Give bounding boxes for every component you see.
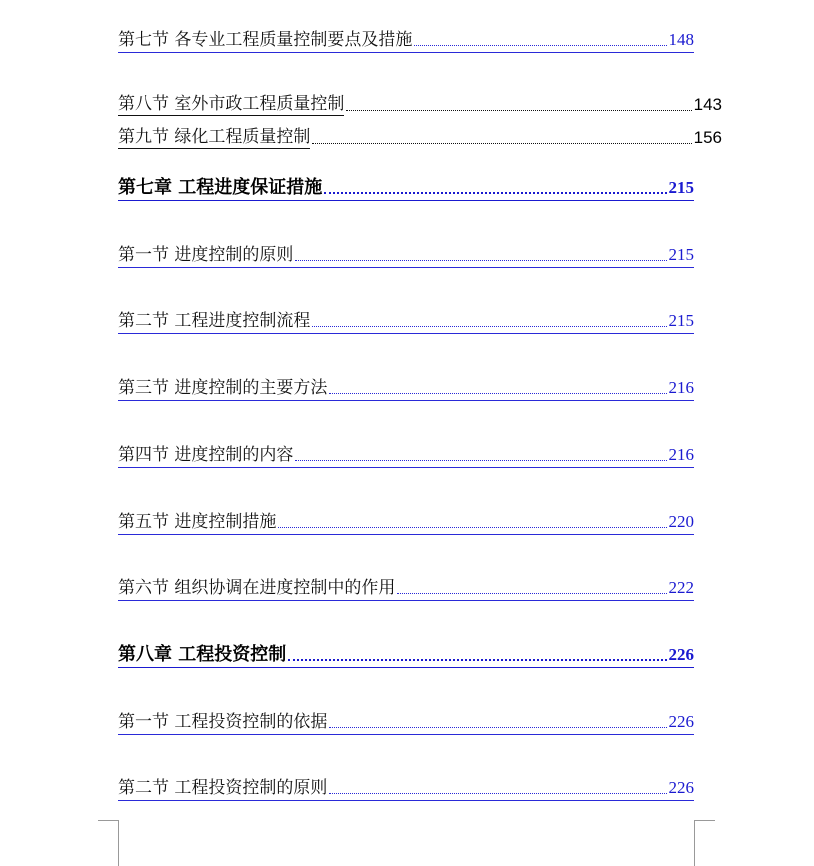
toc-entry-section-7-7[interactable]	[118, 29, 694, 51]
toc-entry-section-8-2[interactable]	[118, 777, 694, 799]
toc-entry-title: 第三节 进度控制的主要方法	[118, 378, 328, 398]
toc-leader-dots	[329, 393, 666, 394]
toc-entry-title: 第二节 工程进度控制流程	[118, 311, 311, 331]
toc-entry-section-7-5[interactable]	[118, 511, 694, 533]
toc-leader-dots	[414, 45, 666, 46]
toc-page-number: 148	[668, 30, 694, 49]
toc-entry-title: 第九节 绿化工程质量控制	[118, 127, 311, 147]
toc-entry-title: 第一节 进度控制的原则	[118, 245, 294, 265]
toc-leader-dots	[295, 460, 666, 461]
toc-page-number: 226	[668, 645, 694, 664]
toc-page-number: 216	[668, 445, 694, 464]
toc-page-number: 156	[693, 128, 722, 147]
toc-entry-section-7-4[interactable]	[118, 444, 694, 466]
toc-entry-section-7-3[interactable]	[118, 377, 694, 399]
toc-entry-title: 第五节 进度控制措施	[118, 512, 277, 532]
toc-page-number: 222	[668, 578, 694, 597]
toc-page-number: 143	[693, 95, 722, 114]
toc-page-number: 216	[668, 378, 694, 397]
toc-leader-dots	[295, 260, 666, 261]
toc-entry-section-7-8[interactable]	[118, 93, 722, 116]
toc-leader-dots	[346, 110, 691, 111]
toc-entry-chapter-7[interactable]	[118, 177, 694, 199]
toc-entry-chapter-8[interactable]	[118, 644, 694, 666]
toc-leader-dots	[329, 727, 666, 728]
toc-entry-title: 第七章 工程进度保证措施	[118, 177, 323, 198]
toc-entry-section-8-1[interactable]	[118, 711, 694, 733]
toc-entry-title: 第八节 室外市政工程质量控制	[118, 94, 345, 114]
toc-leader-dots	[397, 593, 666, 594]
toc-entry-title: 第六节 组织协调在进度控制中的作用	[118, 578, 396, 598]
toc-leader-dots	[324, 192, 666, 194]
page-corner-mark-left	[98, 820, 119, 866]
toc-page-number: 215	[668, 178, 694, 197]
toc-entry-title: 第一节 工程投资控制的依据	[118, 712, 328, 732]
toc-leader-dots	[288, 659, 666, 661]
toc-leader-dots	[312, 143, 691, 144]
toc-entry-title: 第七节 各专业工程质量控制要点及措施	[118, 30, 413, 50]
toc-page-number: 215	[668, 245, 694, 264]
toc-leader-dots	[329, 793, 666, 794]
toc-entry-title: 第八章 工程投资控制	[118, 644, 287, 665]
toc-entry-title: 第四节 进度控制的内容	[118, 445, 294, 465]
toc-entry-title: 第二节 工程投资控制的原则	[118, 778, 328, 798]
toc-page-number: 220	[668, 512, 694, 531]
toc-entry-section-7-2[interactable]	[118, 310, 694, 332]
toc-entry-section-7-9[interactable]	[118, 126, 722, 149]
page-corner-mark-right	[694, 820, 715, 866]
toc-leader-dots	[312, 326, 666, 327]
toc-page-number: 226	[668, 778, 694, 797]
toc-page-number: 226	[668, 712, 694, 731]
toc-leader-dots	[278, 527, 666, 528]
toc-entry-section-7-1[interactable]	[118, 244, 694, 266]
toc-entry-section-7-6[interactable]	[118, 577, 694, 599]
toc-page-number: 215	[668, 311, 694, 330]
